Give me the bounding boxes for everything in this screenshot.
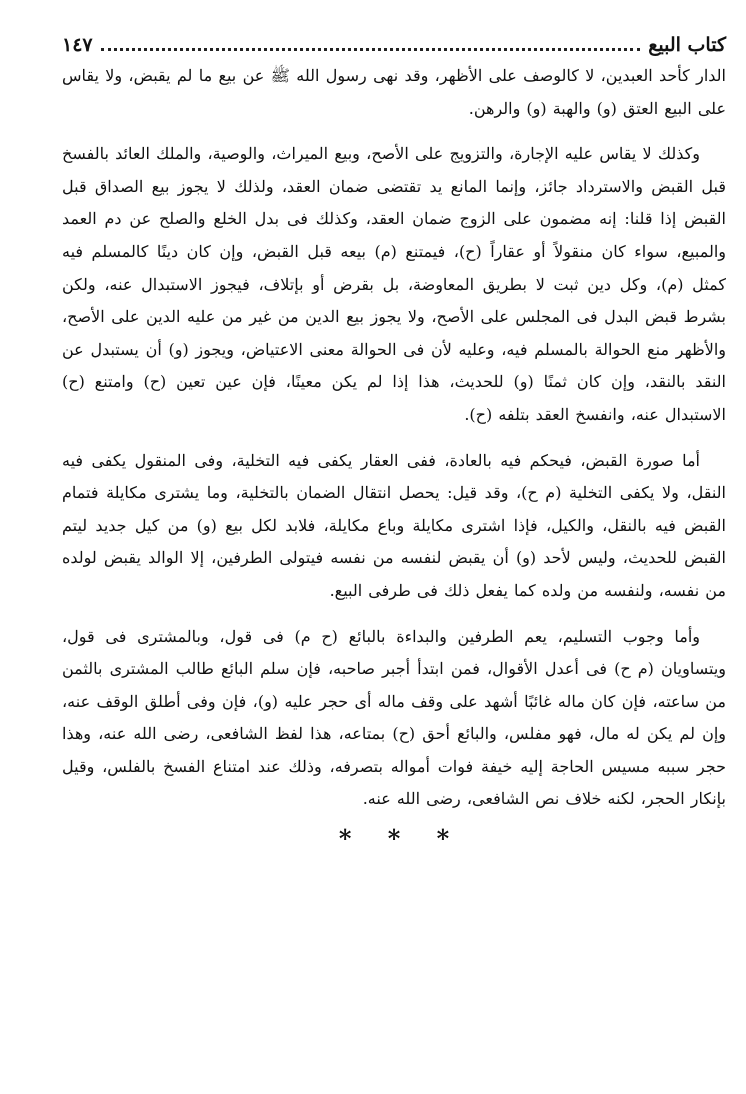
paragraph-taslim: وأما وجوب التسليم، يعم الطرفين والبداءة بالبائع (ح م) فى قول، وبالمشترى فى قول، ويتساويان (م ح) فى أعدل الأقوال، فمن ابتدأ أجبر صاحبه، فإن سلم البائع طالب المشترى بالثمن من ساعته، فإن كان ماله غائبًا أشهد على وقف ماله أى حجر عليه (و)، فإن وفى أطلق الوقف عنه، وإن لم يكن له مال، فهو مفلس، والبائع أحق (ح) بمتاعه، هذا لفظ الشافعى، رضى الله عنه، وهذا حجر سببه مسيس الحاجة إليه خيفة فوات أمواله بتصرفه، وذلك عند امتناع الفسخ بالفلس، وقيل بإنكار الحجر، لكنه خلاف نص الشافعى، رضى الله عنه. (62, 626, 727, 809)
chapter-title: كتاب البيع (648, 34, 726, 56)
section-end-ornament: * * * (338, 824, 464, 854)
running-header (62, 24, 726, 58)
paragraph-continued: الدار كأحد العبدين، لا كالوصف على الأظهر، وقد نهى رسول الله ﷺ عن بيع ما لم يقبض، ولا يقاس على البيع العتق (و) والهبة (و) والرهن. (62, 66, 726, 118)
paragraph-ijara: وكذلك لا يقاس عليه الإجارة، والتزويج على الأصح، وبيع الميراث، والوصية، والملك العائد بالفسخ قبل القبض والاسترداد جائز، وإنما المانع يد تقتضى ضمان العقد، ولذلك لا يجوز بيع الصداق قبل القبض إذا قلنا: إنه مضمون على الزوج ضمان العقد، وكذلك فى بدل الخلع والصلح عن دم العمد والمبيع، سواء كان منقولاً أو عقاراً (ح)، فيمتنع (م) بيعه قبل القبض، وإن كان دينًا كالمسلم فيه كمثل (م)، وكل دين ثبت لا بطريق المعاوضة، بل بقرض أو بإتلاف، فيجوز الاستبدال عنه، ولكن بشرط قبض البدل فى المجلس على الأصح، ولا يجوز بيع الدين من غير من عليه الدين على الأصح، والأظهر منع الحوالة بالمسلم فيه، وعليه لأن فى الحوالة معنى الاعتياض، ويجوز (و) أن يستبدل عن النقد بالنقد، وإن كان ثمنًا (و) للحديث، هذا إذا لم يكن معينًا، فإن عين تعين (ح) وامتنع (ح) الاستبدال عنه، وانفسخ العقد بتلفه (ح). (62, 144, 727, 424)
paragraph-qabd: أما صورة القبض، فيحكم فيه بالعادة، ففى العقار يكفى فيه التخلية، وفى المنقول يكفى فيه النقل، ولا يكفى التخلية (م ح)، وقد قيل: يحصل انتقال الضمان بالتخلية، وما يشترى مكايلة فتمام القبض فيه بالنقل، والكيل، فإذا اشترى مكايلة وباع مكايلة، فلابد لكل بيع (و) من كيل جديد ليتم القبض للحديث، وليس لأحد (و) أن يقبض لنفسه من نفسه فيتولى الطرفين، إلا الوالد يقبض لولده من نفسه، ولنفسه من ولده كما يفعل ذلك فى طرفى البيع. (62, 450, 726, 600)
header-dot-leader (101, 48, 641, 51)
book-page (62, 24, 726, 853)
page-number: ١٤٧ (62, 34, 93, 56)
